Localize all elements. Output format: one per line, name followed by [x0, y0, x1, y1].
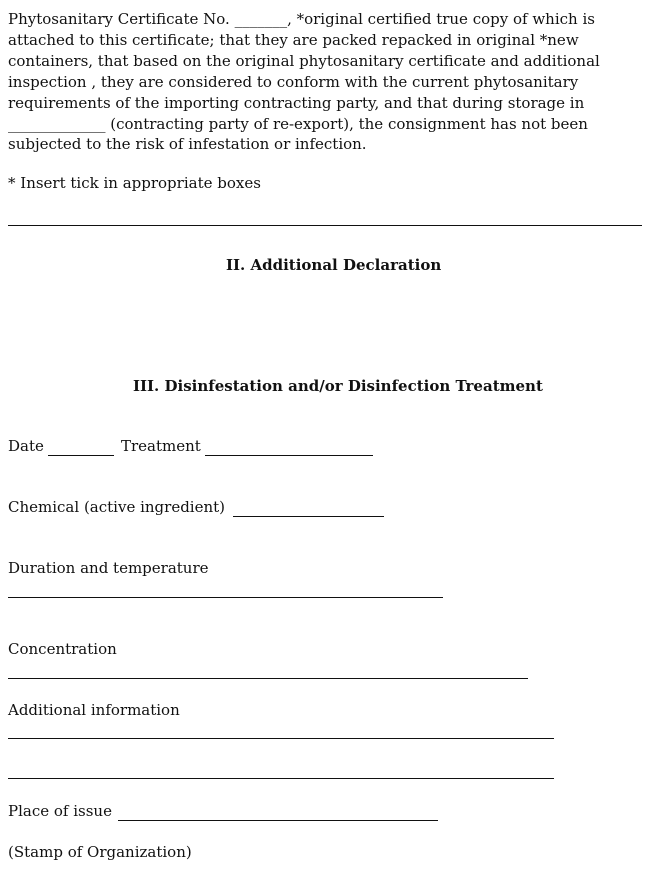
additional-declaration-heading: II. Additional Declaration [226, 256, 442, 274]
stamp-label: (Stamp of Organization) [8, 843, 192, 861]
date-label: Date [8, 437, 44, 455]
place-of-issue-label: Place of issue [8, 802, 112, 820]
treatment-label: Treatment [121, 437, 201, 455]
additional-info-field-2[interactable] [8, 778, 554, 779]
intro-line-1: Phytosanitary Certificate No. _______, *original certified true copy of which is [8, 10, 595, 28]
date-field[interactable] [48, 455, 114, 456]
additional-info-label: Additional information [8, 701, 180, 719]
additional-info-field-1[interactable] [8, 738, 554, 739]
section-divider [8, 225, 642, 226]
tick-note: * Insert tick in appropriate boxes [8, 174, 261, 192]
chemical-label: Chemical (active ingredient) [8, 498, 226, 516]
intro-line-4: inspection , they are considered to conform with the current phytosanitary [8, 73, 579, 91]
intro-line-5: requirements of the importing contracting party, and that during storage in [8, 94, 585, 112]
duration-label: Duration and temperature [8, 559, 209, 577]
treatment-heading: III. Disinfestation and/or Disinfection Treatment [133, 377, 543, 395]
duration-field[interactable] [8, 597, 443, 598]
intro-line-7: subjected to the risk of infestation or infection. [8, 135, 367, 153]
treatment-field[interactable] [205, 455, 373, 456]
intro-line-3: containers, that based on the original phytosanitary certificate and additional [8, 52, 600, 70]
concentration-field[interactable] [8, 678, 528, 679]
intro-line-6: _____________ (contracting party of re-export), the consignment has not been [8, 115, 588, 133]
intro-line-2: attached to this certificate; that they are packed repacked in original *new [8, 31, 579, 49]
chemical-field[interactable] [233, 516, 384, 517]
concentration-label: Concentration [8, 640, 117, 658]
place-of-issue-field[interactable] [118, 820, 438, 821]
